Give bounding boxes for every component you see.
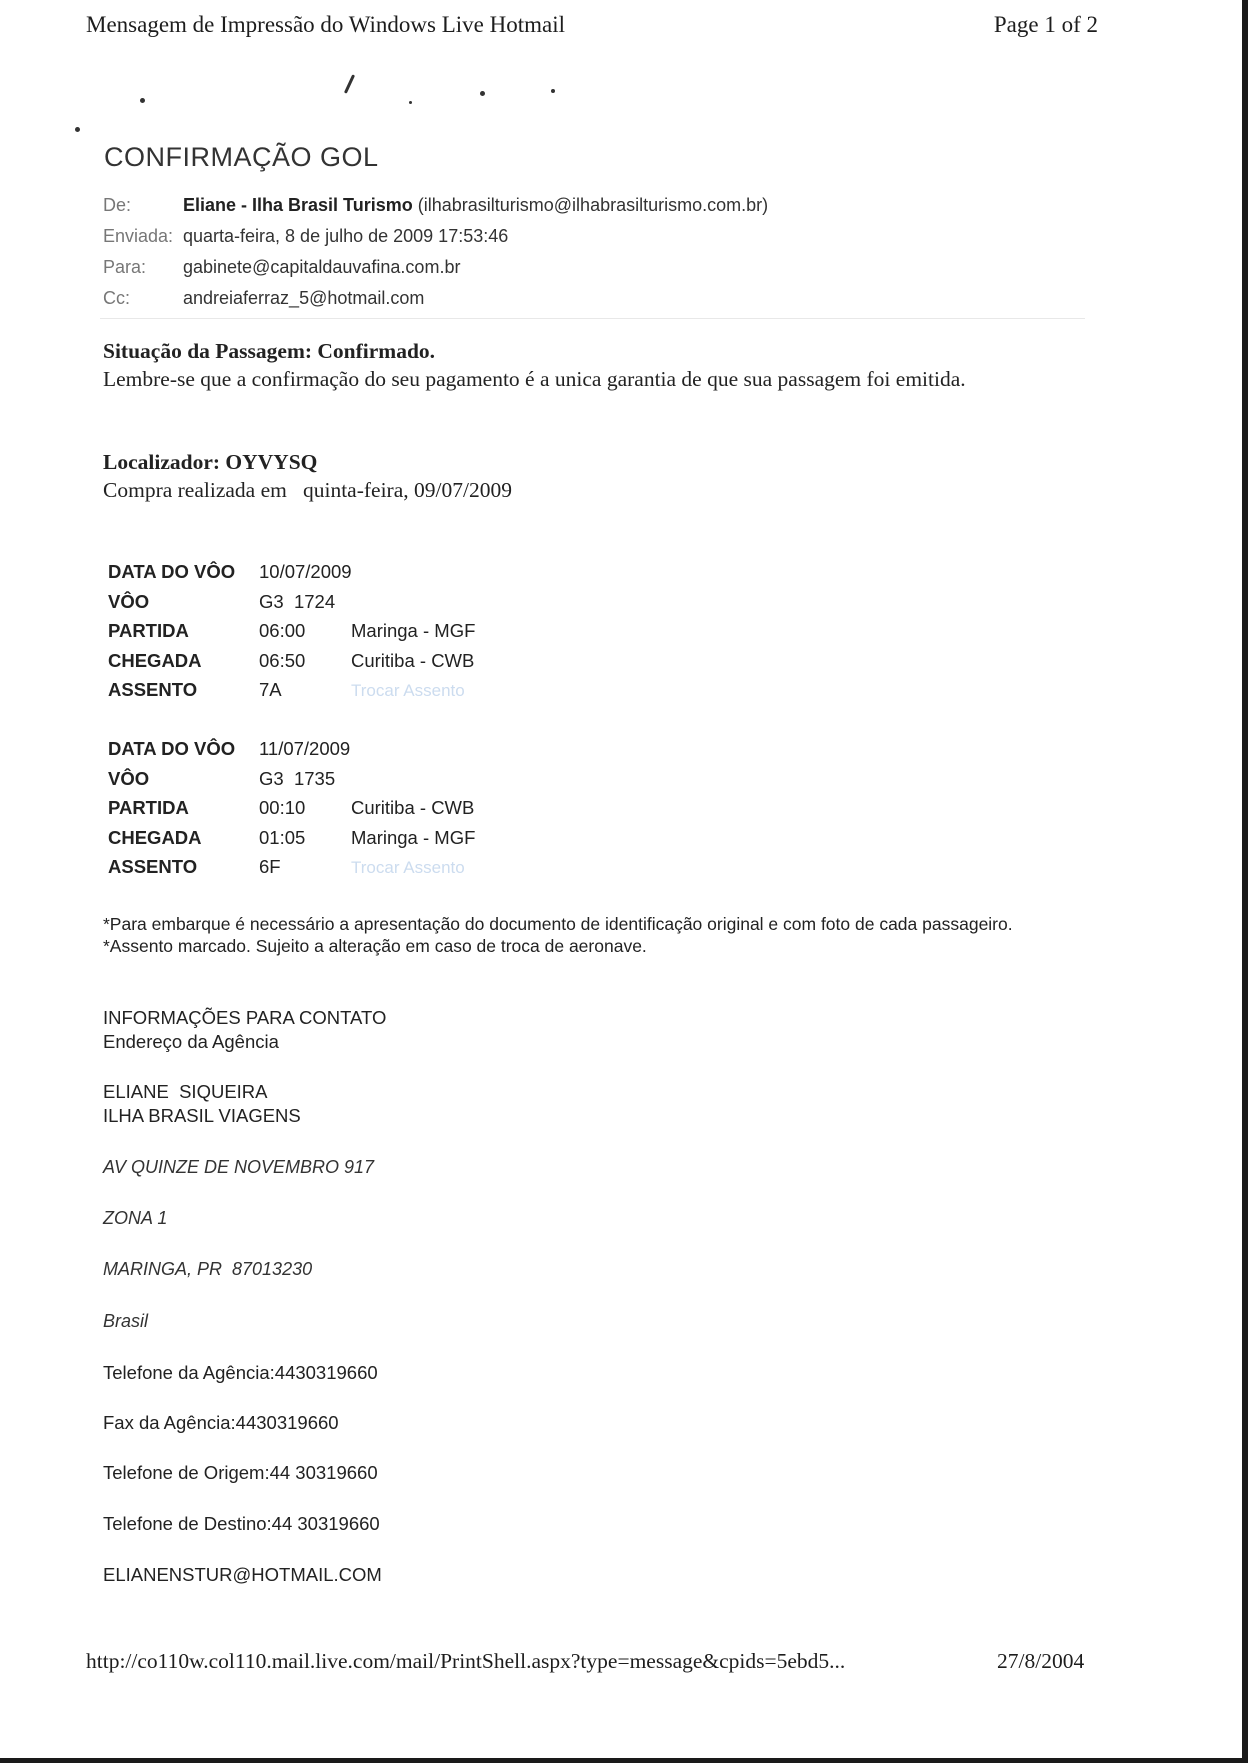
scan-speck bbox=[75, 127, 80, 132]
departure-place: Curitiba - CWB bbox=[351, 797, 475, 818]
agency-fax: Fax da Agência:4430319660 bbox=[103, 1412, 339, 1433]
cc-row bbox=[103, 283, 768, 314]
ticket-status-title: Situação da Passagem: Confirmado. bbox=[103, 339, 436, 363]
seat-value: 7A bbox=[259, 679, 282, 700]
arrival-place: Maringa - MGF bbox=[351, 826, 476, 848]
purchase-date: Compra realizada em quinta-feira, 09/07/2009 bbox=[103, 478, 512, 502]
seat-label: ASSENTO bbox=[108, 679, 198, 700]
to-address: gabinete@capitaldauvafina.com.br bbox=[183, 257, 461, 277]
scan-speck bbox=[409, 101, 412, 104]
seat-row bbox=[108, 675, 475, 705]
address-city: MARINGA, PR 87013230 bbox=[103, 1259, 313, 1279]
sent-row bbox=[103, 221, 768, 252]
seat-value: 6F bbox=[259, 856, 281, 877]
arrival-time: 06:50 bbox=[259, 649, 306, 671]
flight-number-row bbox=[108, 587, 475, 617]
scan-edge-bottom bbox=[0, 1758, 1248, 1763]
from-label: De: bbox=[103, 195, 132, 215]
sender-email: (ilhabrasilturismo@ilhabrasilturismo.com.br) bbox=[417, 195, 769, 215]
departure-label: PARTIDA bbox=[108, 797, 189, 818]
contact-section-heading bbox=[103, 1006, 386, 1054]
address-zone: ZONA 1 bbox=[103, 1208, 168, 1228]
booking-locator: Localizador: OYVYSQ bbox=[103, 450, 318, 474]
arrival-row bbox=[108, 646, 475, 676]
arrival-label: CHEGADA bbox=[108, 649, 202, 671]
flight-number-label: VÔO bbox=[108, 767, 150, 789]
contact-title: INFORMAÇÕES PARA CONTATO bbox=[103, 1007, 387, 1028]
cc-address: andreiaferraz_5@hotmail.com bbox=[183, 288, 425, 308]
message-subject: CONFIRMAÇÃO GOL bbox=[104, 142, 379, 172]
flight-number-value: G3 1735 bbox=[259, 767, 336, 789]
departure-time: 00:10 bbox=[259, 797, 306, 818]
sent-label: Enviada: bbox=[103, 226, 174, 246]
departure-row bbox=[108, 616, 475, 646]
seat-label: ASSENTO bbox=[108, 856, 198, 877]
flight-date-value: 10/07/2009 bbox=[259, 561, 352, 582]
address-street: AV QUINZE DE NOVEMBRO 917 bbox=[103, 1157, 375, 1177]
origin-phone: Telefone de Origem:44 30319660 bbox=[103, 1462, 378, 1483]
flight-date-value: 11/07/2009 bbox=[259, 738, 351, 759]
arrival-time: 01:05 bbox=[259, 826, 306, 848]
print-header-title: Mensagem de Impressão do Windows Live Hotmail bbox=[86, 12, 566, 37]
print-footer-url: http://co110w.col110.mail.live.com/mail/PrintShell.aspx?type=message&cpids=5ebd5... bbox=[86, 1649, 846, 1673]
scan-edge-right bbox=[1242, 0, 1248, 1763]
flight-number-label: VÔO bbox=[108, 590, 150, 612]
scan-speck bbox=[480, 91, 485, 96]
scan-speck bbox=[140, 98, 145, 103]
departure-time: 06:00 bbox=[259, 620, 306, 641]
flight-date-label: DATA DO VÔO bbox=[108, 738, 236, 759]
flight-number-row bbox=[108, 764, 475, 794]
print-footer-date: 27/8/2004 bbox=[997, 1649, 1085, 1673]
to-row bbox=[103, 252, 768, 283]
arrival-row bbox=[108, 823, 475, 853]
arrival-label: CHEGADA bbox=[108, 826, 202, 848]
flight-date-row bbox=[108, 734, 475, 764]
change-seat-link[interactable]: Trocar Assento bbox=[351, 858, 465, 877]
departure-row bbox=[108, 793, 475, 823]
departure-label: PARTIDA bbox=[108, 620, 189, 641]
flight-date-label: DATA DO VÔO bbox=[108, 561, 236, 582]
agency-email: ELIANENSTUR@HOTMAIL.COM bbox=[103, 1564, 382, 1585]
scan-mark bbox=[344, 74, 355, 93]
cc-label: Cc: bbox=[103, 288, 130, 308]
scan-speck bbox=[551, 89, 555, 93]
flight-number-value: G3 1724 bbox=[259, 590, 336, 612]
ticket-status-text: Lembre-se que a confirmação do seu pagamento é a unica garantia de que sua passagem foi emitida. bbox=[103, 367, 966, 391]
seat-row bbox=[108, 852, 475, 882]
destination-phone: Telefone de Destino:44 30319660 bbox=[103, 1513, 380, 1534]
flight-date-row bbox=[108, 557, 475, 587]
agency-address-heading: Endereço da Agência bbox=[103, 1031, 279, 1052]
departure-place: Maringa - MGF bbox=[351, 620, 476, 641]
flight-block-1 bbox=[108, 557, 475, 705]
boarding-notes bbox=[103, 913, 1093, 957]
agency-phone: Telefone da Agência:4430319660 bbox=[103, 1362, 378, 1383]
flight-block-2 bbox=[108, 734, 475, 882]
agent-name: ELIANE SIQUEIRA bbox=[103, 1081, 268, 1102]
arrival-place: Curitiba - CWB bbox=[351, 649, 475, 671]
seat-change-note: *Assento marcado. Sujeito a alteração em caso de troca de aeronave. bbox=[103, 936, 647, 956]
message-headers bbox=[103, 190, 768, 314]
sender-name: Eliane - Ilha Brasil Turismo bbox=[183, 195, 413, 215]
address-country: Brasil bbox=[103, 1311, 149, 1331]
from-row bbox=[103, 190, 768, 221]
agent-info bbox=[103, 1080, 301, 1128]
change-seat-link[interactable]: Trocar Assento bbox=[351, 681, 465, 700]
agency-name: ILHA BRASIL VIAGENS bbox=[103, 1105, 301, 1126]
header-divider bbox=[100, 318, 1085, 319]
to-label: Para: bbox=[103, 257, 147, 277]
id-document-note: *Para embarque é necessário a apresentação do documento de identificação original e com foto de cada passageiro. bbox=[103, 914, 1013, 934]
sent-date: quarta-feira, 8 de julho de 2009 17:53:46 bbox=[183, 226, 509, 246]
print-header-page: Page 1 of 2 bbox=[993, 12, 1098, 37]
